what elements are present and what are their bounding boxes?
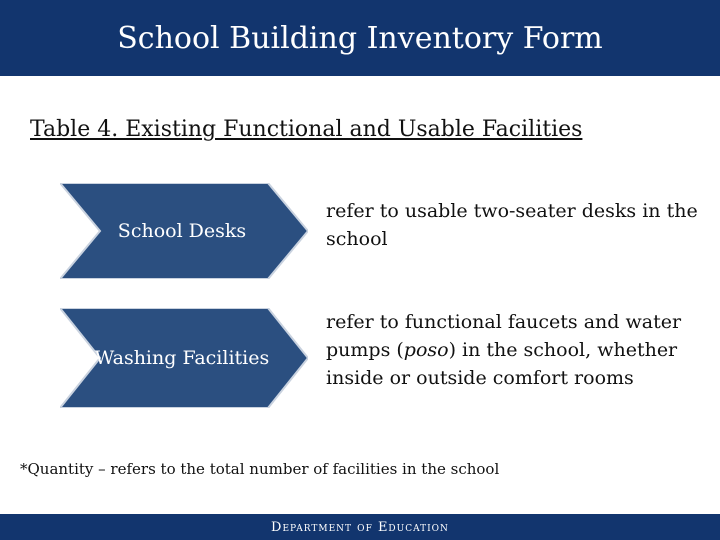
chevron-school-desks [60, 183, 308, 279]
department-logo-text: Department of Education [271, 519, 449, 535]
description-emphasis: poso [403, 339, 449, 361]
description-text: refer to functional faucets and water pumps ( [326, 311, 682, 361]
header-bar [0, 0, 720, 76]
footer-bar [0, 514, 720, 540]
chevron-label: Washing Facilities [94, 347, 270, 369]
description-text: ) in the school, whether inside or outside comfort rooms [326, 339, 678, 389]
footnote: *Quantity – refers to the total number of facilities in the school [20, 460, 500, 478]
description-school-desks: refer to usable two-seater desks in the school [326, 200, 698, 250]
description-washing-facilities [326, 308, 706, 392]
chevron-label: School Desks [117, 220, 247, 242]
page-title: School Building Inventory Form [117, 20, 603, 56]
chevron-washing-facilities [60, 308, 308, 408]
table-subtitle: Table 4. Existing Functional and Usable Facilities [30, 117, 583, 142]
